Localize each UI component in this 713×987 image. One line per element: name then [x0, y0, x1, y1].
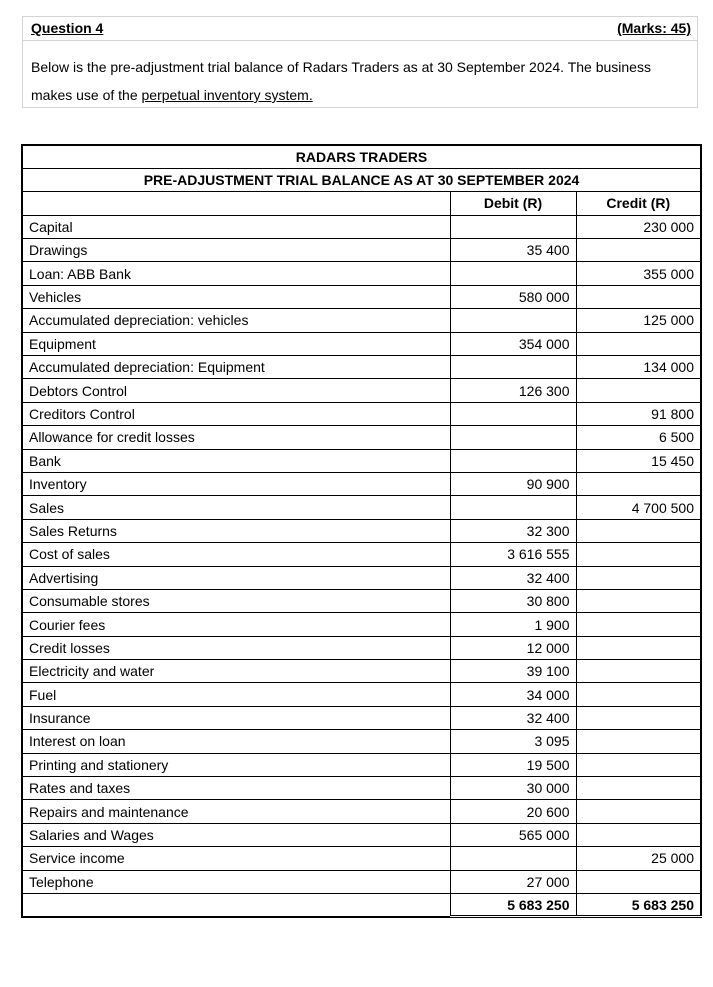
credit-amount: 355 000 [576, 262, 701, 285]
debit-amount: 39 100 [450, 660, 576, 683]
debit-amount: 30 000 [450, 777, 576, 800]
credit-amount [576, 519, 701, 542]
table-row [22, 356, 701, 379]
column-header-row [22, 192, 701, 215]
debit-amount: 35 400 [450, 239, 576, 262]
account-name: Debtors Control [22, 379, 450, 402]
table-row [22, 613, 701, 636]
debit-amount [450, 309, 576, 332]
credit-amount [576, 472, 701, 495]
credit-amount [576, 753, 701, 776]
account-name: Service income [22, 847, 450, 870]
credit-amount [576, 683, 701, 706]
heading-row [22, 168, 701, 191]
account-name: Interest on loan [22, 730, 450, 753]
credit-amount [576, 777, 701, 800]
debit-amount [450, 215, 576, 238]
table-row [22, 519, 701, 542]
account-name: Rates and taxes [22, 777, 450, 800]
perpetual-inventory-link-text: perpetual inventory system. [141, 87, 313, 103]
table-row [22, 847, 701, 870]
credit-amount [576, 239, 701, 262]
credit-amount [576, 543, 701, 566]
account-name: Telephone [22, 870, 450, 893]
account-name: Accumulated depreciation: vehicles [22, 309, 450, 332]
account-name: Sales Returns [22, 519, 450, 542]
table-row [22, 800, 701, 823]
table-row [22, 472, 701, 495]
debit-amount: 19 500 [450, 753, 576, 776]
credit-amount: 6 500 [576, 426, 701, 449]
debit-amount [450, 262, 576, 285]
debit-amount: 27 000 [450, 870, 576, 893]
debit-amount: 32 400 [450, 566, 576, 589]
total-debit: 5 683 250 [450, 894, 576, 917]
debit-amount [450, 426, 576, 449]
table-row [22, 262, 701, 285]
table-row [22, 589, 701, 612]
account-name: Printing and stationery [22, 753, 450, 776]
question-marks: (Marks: 45) [617, 20, 691, 36]
table-row [22, 777, 701, 800]
credit-amount [576, 706, 701, 729]
table-row [22, 870, 701, 893]
credit-amount [576, 823, 701, 846]
credit-amount [576, 800, 701, 823]
credit-header: Credit (R) [576, 192, 701, 215]
debit-amount: 20 600 [450, 800, 576, 823]
credit-amount [576, 636, 701, 659]
debit-amount [450, 449, 576, 472]
totals-label [22, 894, 450, 917]
credit-amount: 230 000 [576, 215, 701, 238]
credit-amount [576, 660, 701, 683]
account-name: Creditors Control [22, 402, 450, 425]
debit-amount: 354 000 [450, 332, 576, 355]
account-name: Allowance for credit losses [22, 426, 450, 449]
question-text-body: Below is the pre-adjustment trial balance of Radars Traders as at 30 September 2024. The business makes use of the [31, 59, 651, 103]
credit-amount: 91 800 [576, 402, 701, 425]
table-row [22, 309, 701, 332]
table-row [22, 566, 701, 589]
account-name: Salaries and Wages [22, 823, 450, 846]
debit-amount [450, 496, 576, 519]
credit-amount: 4 700 500 [576, 496, 701, 519]
debit-amount [450, 847, 576, 870]
totals-row [22, 894, 701, 917]
debit-amount: 32 400 [450, 706, 576, 729]
credit-amount: 25 000 [576, 847, 701, 870]
credit-amount [576, 589, 701, 612]
table-row [22, 543, 701, 566]
debit-amount: 12 000 [450, 636, 576, 659]
credit-amount [576, 332, 701, 355]
debit-amount: 30 800 [450, 589, 576, 612]
debit-amount: 580 000 [450, 285, 576, 308]
debit-amount: 1 900 [450, 613, 576, 636]
debit-header: Debit (R) [450, 192, 576, 215]
debit-amount: 90 900 [450, 472, 576, 495]
account-name: Vehicles [22, 285, 450, 308]
account-name: Loan: ABB Bank [22, 262, 450, 285]
debit-amount: 3 616 555 [450, 543, 576, 566]
company-name: RADARS TRADERS [22, 145, 701, 168]
credit-amount [576, 730, 701, 753]
question-text [31, 53, 691, 109]
credit-amount: 134 000 [576, 356, 701, 379]
debit-amount [450, 402, 576, 425]
account-name: Inventory [22, 472, 450, 495]
total-credit: 5 683 250 [576, 894, 701, 917]
company-row [22, 145, 701, 168]
table-row [22, 496, 701, 519]
table-row [22, 402, 701, 425]
trial-balance-table [21, 144, 702, 918]
account-name: Credit losses [22, 636, 450, 659]
table-row [22, 449, 701, 472]
table-row [22, 215, 701, 238]
account-name: Equipment [22, 332, 450, 355]
table-row [22, 379, 701, 402]
debit-amount: 126 300 [450, 379, 576, 402]
account-name: Accumulated depreciation: Equipment [22, 356, 450, 379]
table-row [22, 332, 701, 355]
table-row [22, 706, 701, 729]
credit-amount [576, 566, 701, 589]
account-name: Capital [22, 215, 450, 238]
debit-amount: 3 095 [450, 730, 576, 753]
table-row [22, 636, 701, 659]
account-name: Insurance [22, 706, 450, 729]
account-name: Repairs and maintenance [22, 800, 450, 823]
credit-amount [576, 285, 701, 308]
account-name: Courier fees [22, 613, 450, 636]
debit-amount: 34 000 [450, 683, 576, 706]
debit-amount: 565 000 [450, 823, 576, 846]
table-row [22, 823, 701, 846]
account-name: Fuel [22, 683, 450, 706]
account-name: Consumable stores [22, 589, 450, 612]
credit-amount [576, 870, 701, 893]
question-title: Question 4 [31, 20, 104, 36]
question-header [23, 17, 697, 41]
table-row [22, 285, 701, 308]
account-name: Cost of sales [22, 543, 450, 566]
account-header [22, 192, 450, 215]
table-row [22, 660, 701, 683]
credit-amount: 125 000 [576, 309, 701, 332]
account-name: Electricity and water [22, 660, 450, 683]
debit-amount [450, 356, 576, 379]
credit-amount: 15 450 [576, 449, 701, 472]
account-name: Drawings [22, 239, 450, 262]
table-row [22, 426, 701, 449]
account-name: Advertising [22, 566, 450, 589]
table-row [22, 753, 701, 776]
credit-amount [576, 613, 701, 636]
account-name: Sales [22, 496, 450, 519]
account-name: Bank [22, 449, 450, 472]
table-row [22, 239, 701, 262]
trial-balance-heading: PRE-ADJUSTMENT TRIAL BALANCE AS AT 30 SEPTEMBER 2024 [22, 168, 701, 191]
table-row [22, 730, 701, 753]
credit-amount [576, 379, 701, 402]
debit-amount: 32 300 [450, 519, 576, 542]
table-row [22, 683, 701, 706]
question-box [22, 16, 698, 108]
